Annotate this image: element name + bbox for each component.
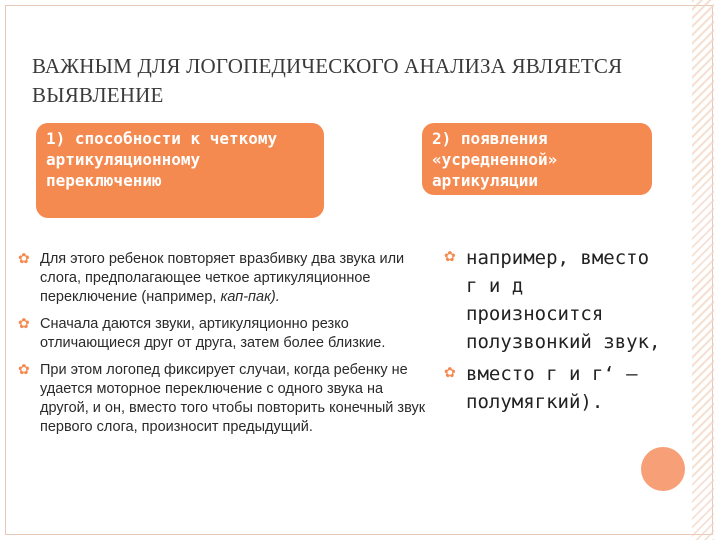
list-item: [18, 250, 435, 307]
orange-box-2: 2) появления «усредненной» артикуляции: [422, 123, 652, 195]
gear-bullet-icon: ✿: [18, 362, 30, 378]
list-item: [18, 361, 435, 437]
gear-bullet-icon: ✿: [444, 249, 456, 265]
gear-bullet-icon: ✿: [18, 316, 30, 332]
list-item-text: При этом логопед фиксирует случаи, когда ребенку не удается моторное переключение с одного звука на другой, и он, вместо того чтобы повторить конечный звук первого слога, произносит предыдущий.: [40, 362, 426, 435]
gear-bullet-icon: ✿: [444, 365, 456, 381]
list-item-text: вместо г и г‘ — полумягкий).: [466, 363, 638, 413]
gear-bullet-icon: ✿: [18, 251, 30, 267]
list-item-text: например, вместо г и д произносится полузвонкий звук,: [466, 247, 661, 353]
list-item: [18, 315, 435, 353]
list-item: [444, 244, 666, 356]
list-item: [444, 360, 666, 416]
list-item-text: Сначала даются звуки, артикуляционно резко отличающиеся друг от друга, затем более близкие.: [40, 316, 386, 351]
slide-title: ВАЖНЫМ ДЛЯ ЛОГОПЕДИЧЕСКОГО АНАЛИЗА ЯВЛЯЕТСЯ ВЫЯВЛЕНИЕ: [32, 54, 623, 107]
left-bullet-list: [18, 250, 435, 445]
decorative-stripes: [692, 0, 714, 540]
orange-box-1: 1) способности к четкому артикуляционному переключению: [36, 123, 324, 218]
list-item-text: Для этого ребенок повторяет вразбивку два звука или слога, предполагающее четкое артикуляционное переключение (например,: [40, 251, 405, 305]
right-bullet-list: [444, 244, 666, 420]
list-item-italic: кап-пак).: [220, 289, 280, 305]
decorative-circle: [641, 447, 685, 491]
